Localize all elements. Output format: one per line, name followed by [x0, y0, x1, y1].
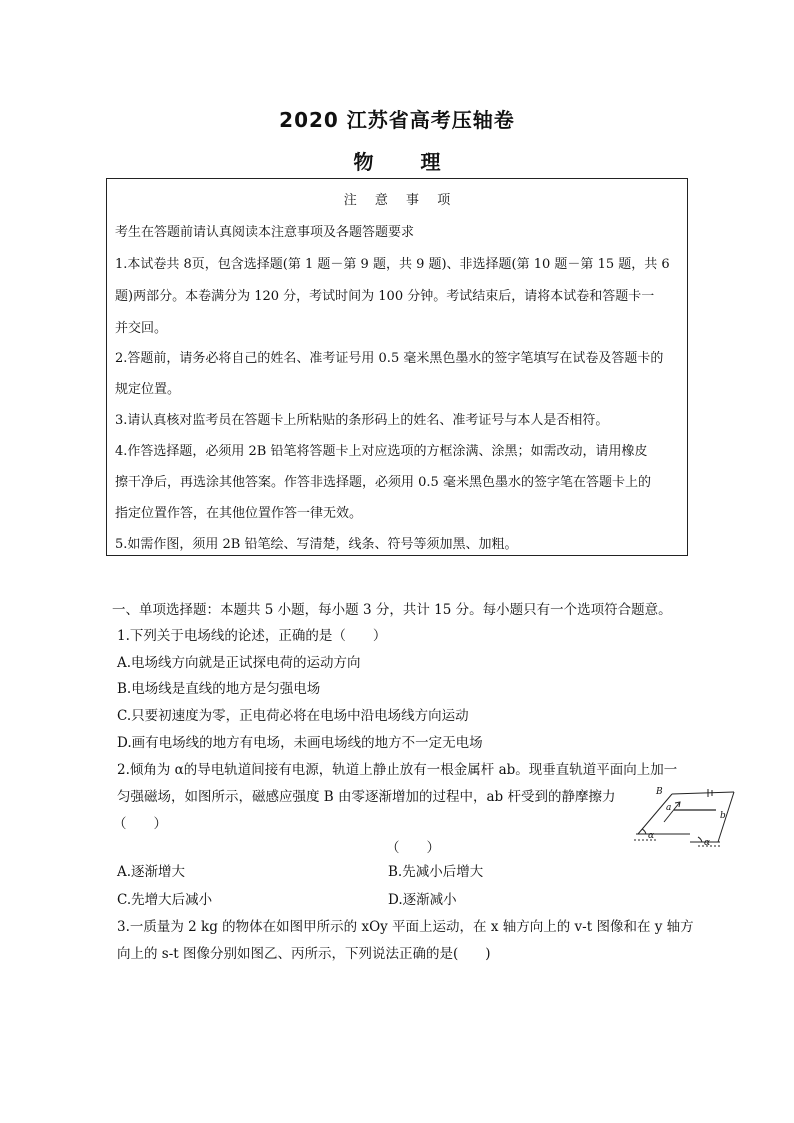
notice-line: 考生在答题前请认真阅读本注意事项及各题答题要求 — [115, 225, 415, 240]
question-1-option-a: A.电场线方向就是正试探电荷的运动方向 — [117, 655, 361, 671]
notice-line: 规定位置。 — [115, 382, 181, 397]
question-2-stem-line2: 匀强磁场，如图所示，磁感应强度 B 由零逐渐增加的过程中，ab 杆受到的静摩擦力 — [117, 789, 616, 805]
question-1-option-c: C.只要初速度为零，正电荷必将在电场中沿电场线方向运动 — [117, 708, 469, 724]
notice-line: 擦干净后，再选涂其他答案。作答非选择题，必须用 0.5 毫米黑色墨水的签字笔在答题卡上的 — [115, 475, 651, 490]
question-3-stem-line1: 3.一质量为 2 kg 的物体在如图甲所示的 xOy 平面上运动，在 x 轴方向上的 v-t 图像和在 y 轴方 — [117, 919, 694, 935]
notice-line: 5.如需作图，须用 2B 铅笔绘、写清楚，线条、符号等须加黑、加粗。 — [115, 537, 518, 552]
question-2-option-b: B.先减小后增大 — [388, 864, 484, 880]
inclined-rail-diagram — [630, 780, 742, 850]
question-2-stem-line1: 2.倾角为 α的导电轨道间接有电源，轨道上静止放有一根金属杆 ab。现垂直轨道平面向上加一 — [117, 762, 678, 778]
question-3-stem-line2: 向上的 s-t 图像分别如图乙、丙所示，下列说法正确的是( ) — [117, 946, 491, 962]
rail-left — [638, 794, 672, 834]
question-1-option-b: B.电场线是直线的地方是匀强电场 — [117, 681, 321, 697]
section-heading: 一、单项选择题：本题共 5 小题，每小题 3 分，共计 15 分。每小题只有一个选项符合题意。 — [112, 602, 672, 618]
label-b-field: B — [656, 787, 663, 797]
label-b: b — [720, 811, 726, 821]
question-2-option-d: D.逐渐减小 — [388, 892, 457, 908]
notice-line: 并交回。 — [115, 321, 168, 336]
notice-box — [106, 178, 688, 556]
notice-line: 指定位置作答，在其他位置作答一律无效。 — [115, 506, 363, 521]
question-2-answer-paren: （ ） — [386, 840, 440, 856]
notice-line: 1.本试卷共 8页，包含选择题(第 1 题－第 9 题，共 9 题)、非选择题(第 10 题－第 15 题，共 6 — [115, 257, 670, 272]
notice-title: 注 意 事 项 — [343, 193, 451, 208]
label-alpha-left: α — [648, 831, 655, 841]
question-1-stem: 1.下列关于电场线的论述，正确的是（ ） — [117, 628, 387, 644]
exam-title: 2020 江苏省高考压轴卷 — [279, 108, 515, 132]
question-1-option-d: D.画有电场线的地方有电场，未画电场线的地方不一定无电场 — [117, 735, 483, 751]
angle-arc-left — [642, 829, 646, 834]
label-a: a — [666, 803, 672, 813]
notice-line: 3.请认真核对监考员在答题卡上所粘贴的条形码上的姓名、准考证号与本人是否相符。 — [115, 413, 609, 428]
question-2-option-c: C.先增大后减小 — [117, 892, 213, 908]
notice-line: 4.作答选择题，必须用 2B 铅笔将答题卡上对应选项的方框涂满、涂黑；如需改动，请用橡皮 — [115, 444, 648, 459]
question-2-option-a: A.逐渐增大 — [117, 864, 186, 880]
notice-line: 题)两部分。本卷满分为 120 分，考试时间为 100 分钟。考试结束后，请将本试卷和答题卡一 — [115, 289, 655, 304]
exam-subject: 物 理 — [353, 150, 441, 174]
angle-arc-right — [698, 837, 702, 842]
question-2-stem-line3: （ ） — [113, 816, 167, 832]
notice-line: 2.答题前，请务必将自己的姓名、准考证号用 0.5 毫米黑色墨水的签字笔填写在试卷及答题卡的 — [115, 351, 664, 366]
label-alpha-right: α — [704, 838, 711, 848]
rail-top — [672, 792, 734, 794]
